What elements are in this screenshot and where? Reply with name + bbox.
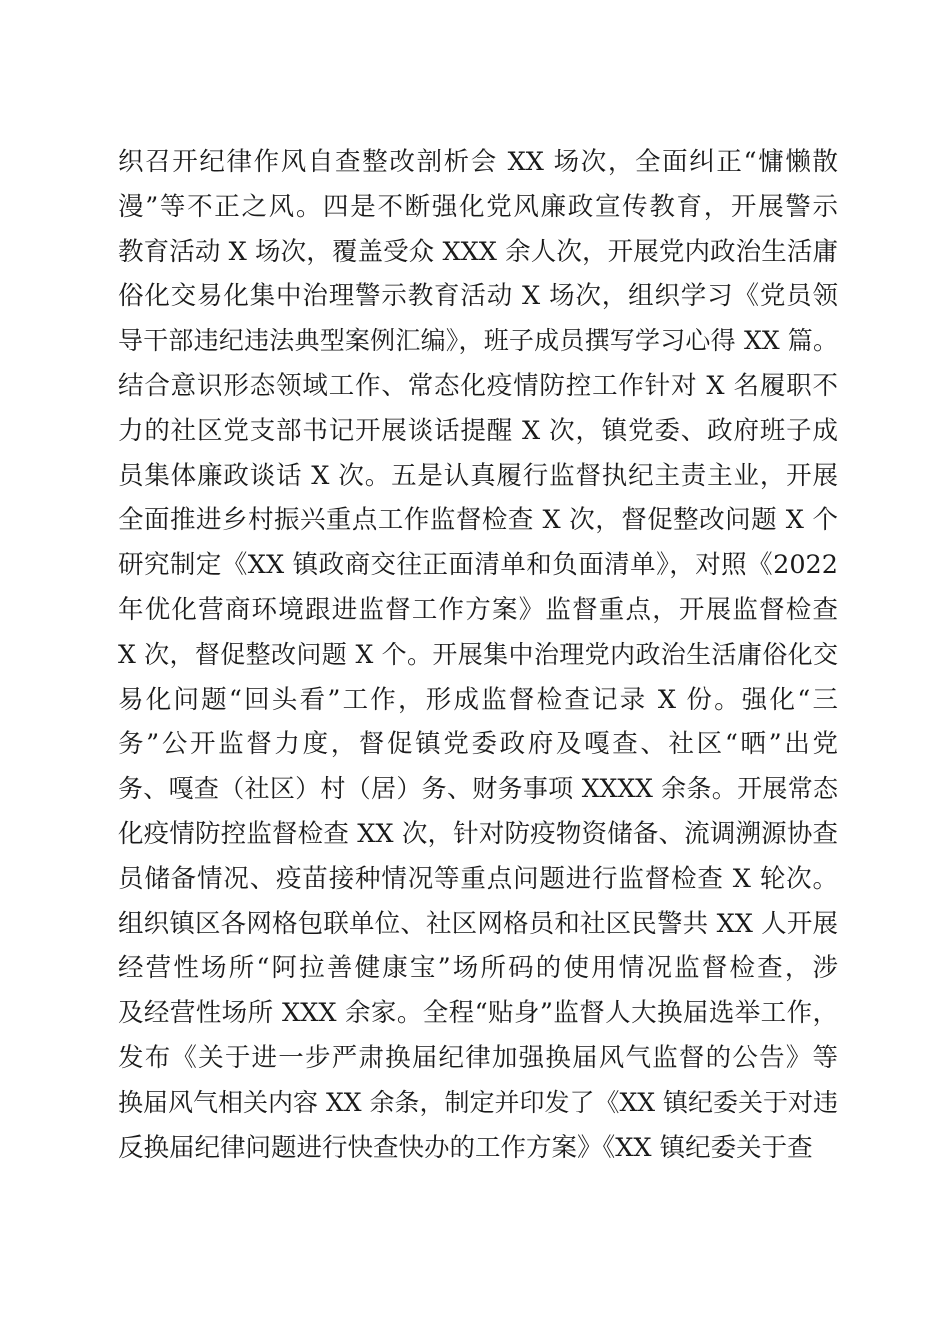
text-line: 织召开纪律作风自查整改剖析会 XX 场次，全面纠正“慵懒散 — [118, 147, 838, 177]
text-line: 教育活动 X 场次，覆盖受众 XXX 余人次，开展党内政治生活庸 — [118, 236, 838, 267]
text-line: X 次，督促整改问题 X 个。开展集中治理党内政治生活庸俗化交 — [118, 639, 838, 669]
text-line: 组织镇区各网格包联单位、社区网格员和社区民警共 XX 人开展 — [118, 908, 838, 939]
text-line: 反换届纪律问题进行快查快办的工作方案》《XX 镇纪委关于查 — [118, 1132, 813, 1163]
text-line: 俗化交易化集中治理警示教育活动 X 场次，组织学习《党员领 — [118, 281, 838, 312]
text-line: 经营性场所“阿拉善健康宝”场所码的使用情况监督检查，涉 — [118, 953, 838, 984]
text-line: 力的社区党支部书记开展谈话提醒 X 次，镇党委、政府班子成 — [118, 415, 838, 446]
text-line: 务、嘎查（社区）村（居）务、财务事项 XXXX 余条。开展常态 — [118, 774, 838, 804]
text-line: 员储备情况、疫苗接种情况等重点问题进行监督检查 X 轮次。 — [118, 863, 838, 894]
text-line: 换届风气相关内容 XX 余条，制定并印发了《XX 镇纪委关于对违 — [118, 1087, 839, 1117]
body-paragraph — [118, 140, 838, 1170]
text-line: 务”公开监督力度，督促镇党委政府及嘎查、社区“晒”出党 — [118, 729, 838, 760]
text-line: 化疫情防控监督检查 XX 次，针对防疫物资储备、流调溯源协查 — [118, 818, 838, 849]
text-line: 年优化营商环境跟进监督工作方案》监督重点，开展监督检查 — [118, 594, 838, 625]
text-line: 导干部违纪违法典型案例汇编》，班子成员撰写学习心得 XX 篇。 — [118, 326, 838, 356]
text-line: 研究制定《XX 镇政商交往正面清单和负面清单》，对照《2022 — [118, 550, 838, 581]
text-line: 发布《关于进一步严肃换届纪律加强换届风气监督的公告》等 — [118, 1042, 838, 1073]
text-line: 全面推进乡村振兴重点工作监督检查 X 次，督促整改问题 X 个 — [118, 505, 838, 536]
text-line: 员集体廉政谈话 X 次。五是认真履行监督执纪主责主业，开展 — [118, 460, 838, 491]
text-line: 易化问题“回头看”工作，形成监督检查记录 X 份。强化“三 — [118, 684, 838, 715]
text-line: 漫”等不正之风。四是不断强化党风廉政宣传教育，开展警示 — [118, 191, 838, 222]
text-line: 结合意识形态领域工作、常态化疫情防控工作针对 X 名履职不 — [118, 370, 838, 401]
text-line: 及经营性场所 XXX 余家。全程“贴身”监督人大换届选举工作， — [118, 998, 838, 1029]
